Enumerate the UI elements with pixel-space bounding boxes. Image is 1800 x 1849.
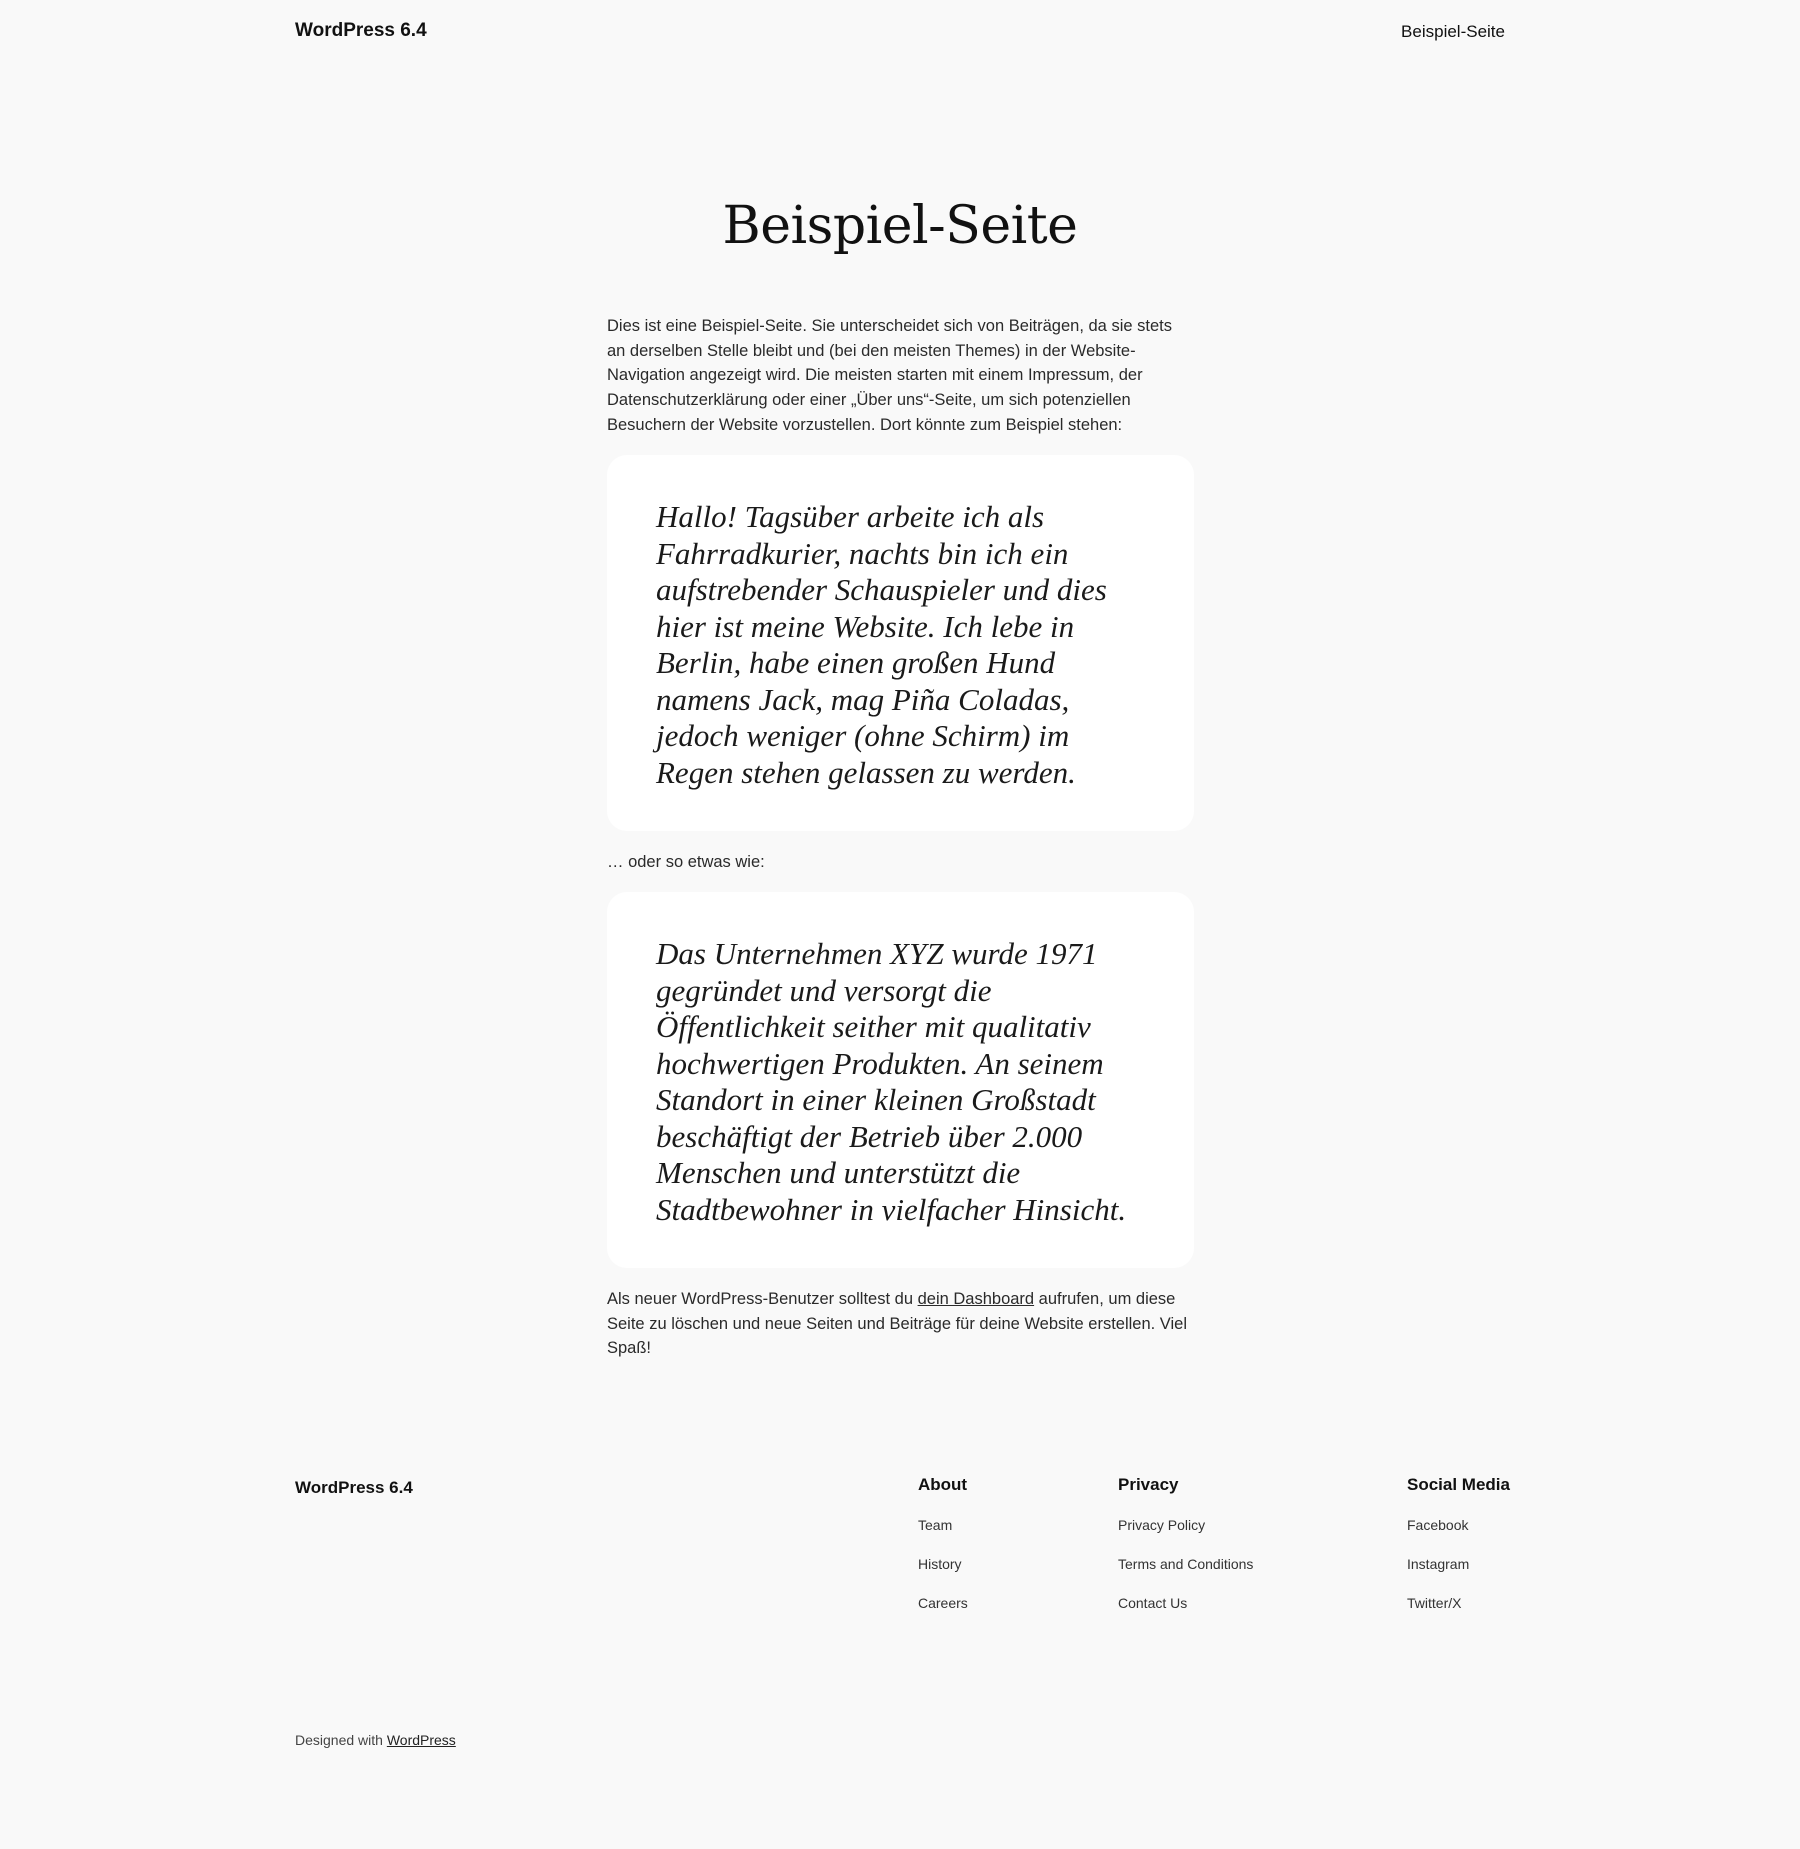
footer-link-history[interactable]: History: [918, 1556, 962, 1572]
footer-heading-social-media: Social Media: [1407, 1475, 1510, 1494]
footer-heading-privacy: Privacy: [1118, 1475, 1179, 1494]
footer-link-facebook[interactable]: Facebook: [1407, 1517, 1469, 1533]
footer-link-twitter[interactable]: Twitter/X: [1407, 1595, 1462, 1611]
site-title-link[interactable]: WordPress 6.4: [295, 20, 427, 41]
quote-block-1: [607, 455, 1194, 831]
credit-prefix: Designed with: [295, 1732, 387, 1748]
page-title: Beispiel-Seite: [722, 196, 1078, 256]
outro-paragraph: [607, 1287, 1194, 1361]
middle-paragraph: … oder so etwas wie:: [607, 853, 765, 871]
footer-heading-about: About: [918, 1475, 968, 1494]
footer-link-instagram[interactable]: Instagram: [1407, 1556, 1470, 1572]
outro-text-before: Als neuer WordPress-Benutzer solltest du: [607, 1290, 918, 1308]
dashboard-link[interactable]: dein Dashboard: [917, 1290, 1035, 1308]
footer-link-privacy-policy[interactable]: Privacy Policy: [1118, 1517, 1206, 1533]
footer-link-terms[interactable]: Terms and Conditions: [1118, 1556, 1254, 1572]
intro-paragraph: Dies ist eine Beispiel-Seite. Sie unterscheidet sich von Beiträgen, da sie stets an derselben Stelle bleibt und (bei den meisten Themes) in der Website-Navigation angezeigt wird. Die meisten starten mit einem Impressum, der Datenschutzerklärung oder einer „Über uns“-Seite, um sich potenziellen Besuchern der Website vorzustellen. Dort könnte zum Beispiel stehen:: [607, 317, 1172, 434]
footer-column-social-media: [1407, 1475, 1510, 1632]
footer-column-about: [918, 1475, 968, 1632]
footer-site-title[interactable]: WordPress 6.4: [295, 1478, 413, 1497]
footer-link-careers[interactable]: Careers: [918, 1595, 968, 1611]
outro-text-after: aufrufen, um diese Seite zu löschen und neue Seiten und Beiträge für deine Website erstellen. Viel Spaß!: [607, 1290, 1188, 1358]
footer-column-privacy: [1118, 1475, 1253, 1632]
footer-credit: [295, 1732, 456, 1748]
footer-link-contact[interactable]: Contact Us: [1118, 1595, 1188, 1611]
nav-link-beispiel-seite[interactable]: Beispiel-Seite: [1401, 22, 1505, 41]
wordpress-credit-link[interactable]: WordPress: [386, 1732, 456, 1748]
quote-text-1: Hallo! Tagsüber arbeite ich als Fahrradkurier, nachts bin ich ein aufstrebender Schauspieler und dies hier ist meine Website. Ich lebe in Berlin, habe einen großen Hund namens Jack, mag Piña Coladas, jedoch weniger (ohne Schirm) im Regen stehen gelassen zu werden.: [656, 499, 1107, 790]
quote-text-2: Das Unternehmen XYZ wurde 1971 gegründet und versorgt die Öffentlichkeit seither mit qualitativ hochwertigen Produkten. An seinem Standort in einer kleinen Großstadt beschäftigt der Betrieb über 2.000 Menschen und unterstützt die Stadtbewohner in vielfacher Hinsicht.: [656, 936, 1127, 1227]
footer-link-team[interactable]: Team: [918, 1517, 953, 1533]
quote-block-2: [607, 892, 1194, 1268]
